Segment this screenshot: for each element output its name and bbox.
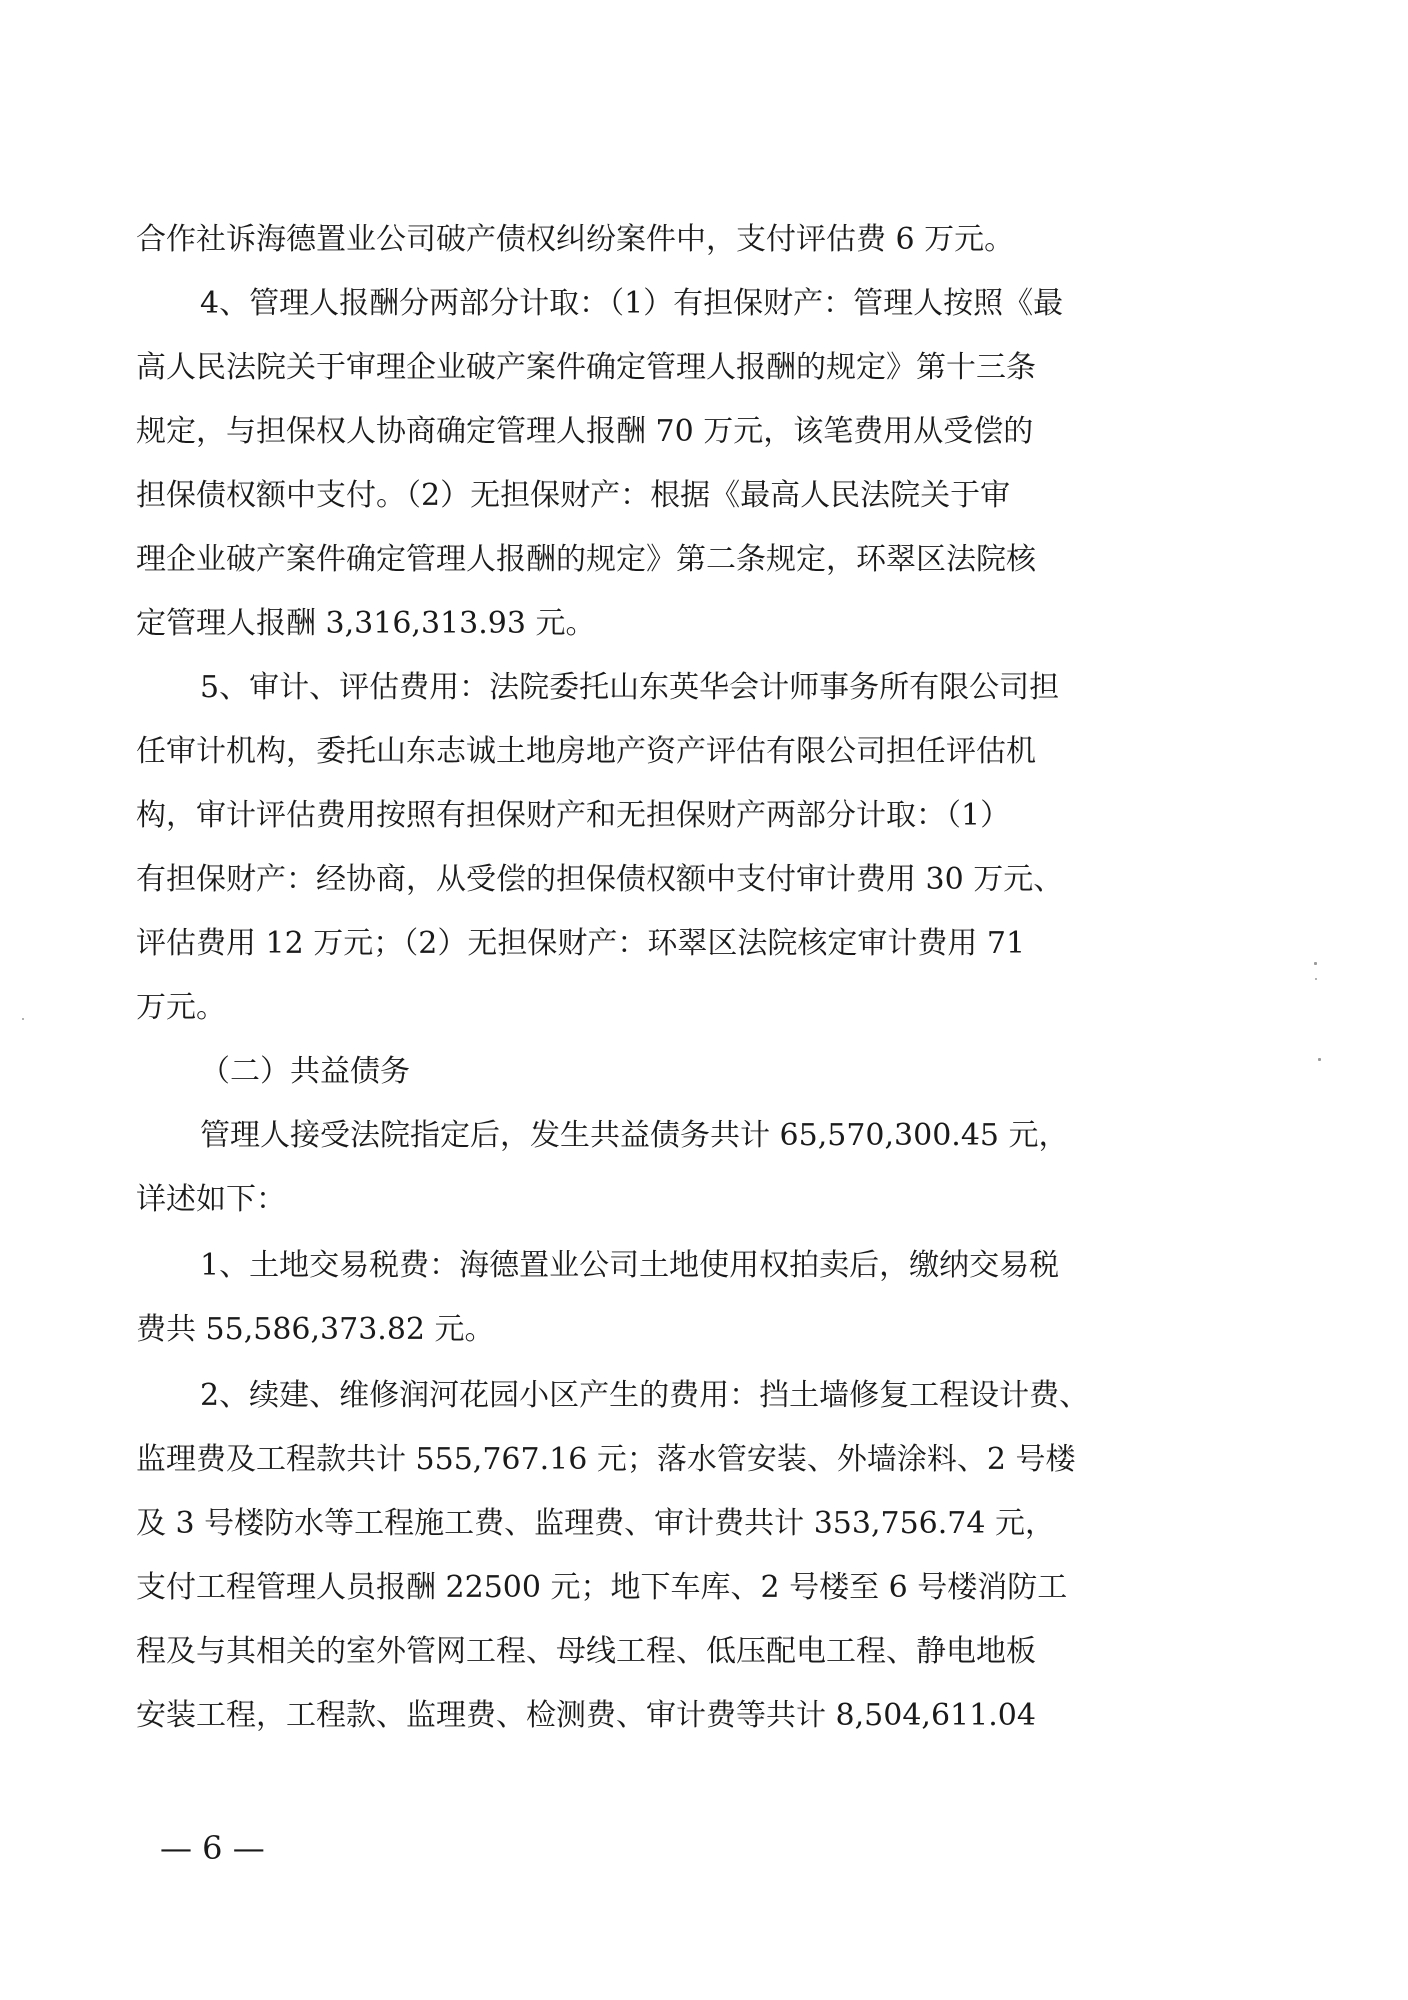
text-line: 定管理人报酬 3,316,313.93 元。 <box>136 606 596 641</box>
page-number: — 6 — <box>160 1829 265 1867</box>
text-line: 4、管理人报酬分两部分计取：（1）有担保财产：管理人按照《最 <box>200 286 1064 321</box>
text-line: 万元。 <box>136 990 226 1025</box>
text-line: 合作社诉海德置业公司破产债权纠纷案件中，支付评估费 6 万元。 <box>136 222 1015 257</box>
text-line: 评估费用 12 万元；（2）无担保财产：环翠区法院核定审计费用 71 <box>136 926 1026 961</box>
scan-speck <box>22 1018 24 1020</box>
text-line: 构，审计评估费用按照有担保财产和无担保财产两部分计取：（1） <box>136 798 1011 833</box>
text-line: 安装工程，工程款、监理费、检测费、审计费等共计 8,504,611.04 <box>136 1698 1036 1733</box>
text-line: 及 3 号楼防水等工程施工费、监理费、审计费共计 353,756.74 元， <box>136 1506 1055 1541</box>
text-line: 理企业破产案件确定管理人报酬的规定》第二条规定，环翠区法院核 <box>136 542 1036 577</box>
scan-speck <box>1314 962 1317 965</box>
text-line: 详述如下： <box>136 1182 286 1217</box>
text-line: 2、续建、维修润河花园小区产生的费用：挡土墙修复工程设计费、 <box>200 1378 1090 1413</box>
section-heading: （二）共益债务 <box>200 1054 410 1089</box>
text-line: 费共 55,586,373.82 元。 <box>136 1312 495 1347</box>
text-line: 监理费及工程款共计 555,767.16 元；落水管安装、外墙涂料、2 号楼 <box>136 1442 1076 1477</box>
text-line: 担保债权额中支付。（2）无担保财产：根据《最高人民法院关于审 <box>136 478 1011 513</box>
text-line: 高人民法院关于审理企业破产案件确定管理人报酬的规定》第十三条 <box>136 350 1036 385</box>
scan-speck <box>1318 1058 1321 1061</box>
text-line: 支付工程管理人员报酬 22500 元；地下车库、2 号楼至 6 号楼消防工 <box>136 1570 1068 1605</box>
text-line: 有担保财产：经协商，从受偿的担保债权额中支付审计费用 30 万元、 <box>136 862 1064 897</box>
text-line: 任审计机构，委托山东志诚土地房地产资产评估有限公司担任评估机 <box>136 734 1036 769</box>
text-line: 5、审计、评估费用：法院委托山东英华会计师事务所有限公司担 <box>200 670 1060 705</box>
text-line: 管理人接受法院指定后，发生共益债务共计 65,570,300.45 元， <box>200 1118 1069 1153</box>
scan-speck <box>1315 978 1317 980</box>
text-line: 1、土地交易税费：海德置业公司土地使用权拍卖后，缴纳交易税 <box>200 1248 1060 1283</box>
text-line: 规定，与担保权人协商确定管理人报酬 70 万元，该笔费用从受偿的 <box>136 414 1034 449</box>
text-line: 程及与其相关的室外管网工程、母线工程、低压配电工程、静电地板 <box>136 1634 1036 1669</box>
